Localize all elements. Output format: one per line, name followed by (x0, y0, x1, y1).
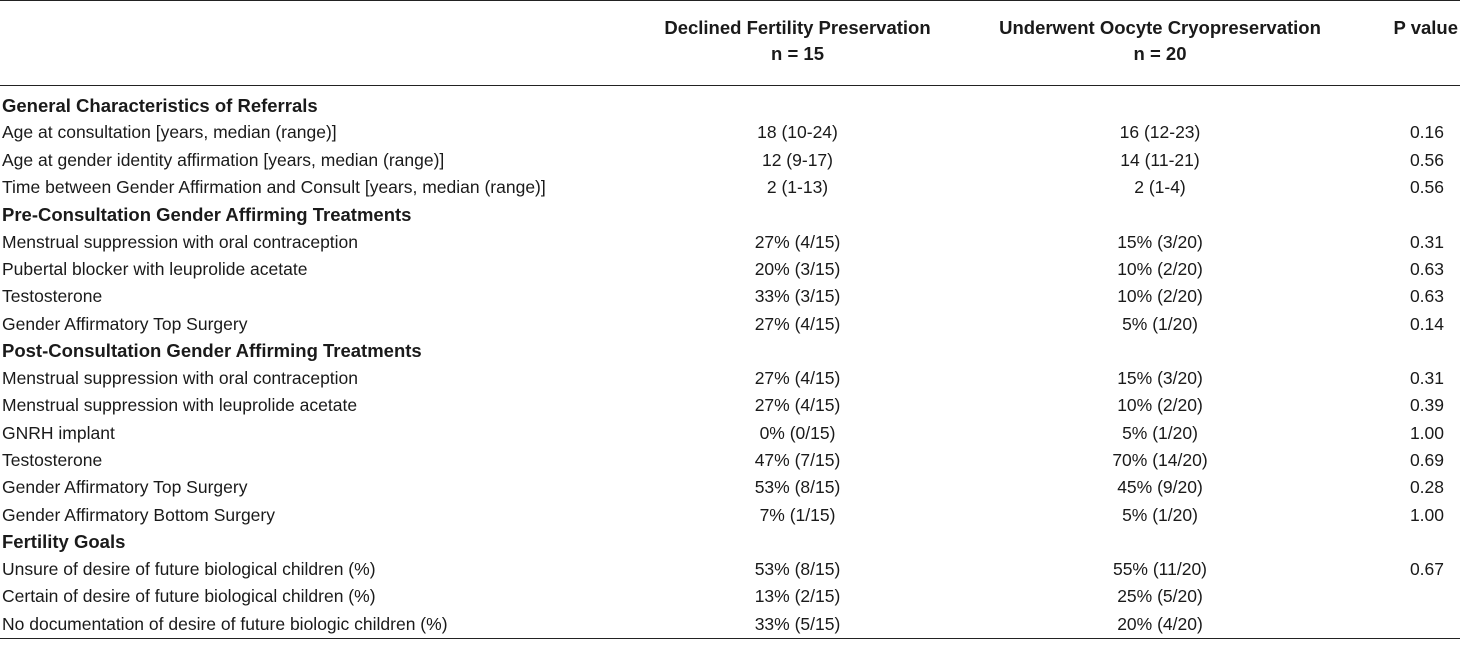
p-value-cell: 0.56 (1409, 149, 1444, 170)
declined-value-cell: 53% (8/15) (754, 559, 841, 580)
row-label-cell: Gender Affirmatory Top Surgery (2, 313, 248, 334)
header-p-value-title: P value (1393, 17, 1458, 38)
cryopreservation-value-cell: 45% (9/20) (1117, 477, 1203, 498)
table-row (0, 556, 1460, 583)
table-row (0, 283, 1460, 310)
header-cryopreservation-title: Underwent Oocyte Cryopreservation (999, 17, 1321, 38)
row-label-cell: Time between Gender Affirmation and Consult [years, median (range)] (2, 177, 546, 198)
p-value-cell (1355, 583, 1460, 610)
table-row (0, 392, 1460, 419)
p-value-cell: 1.00 (1409, 422, 1444, 443)
cryopreservation-value-cell: 20% (4/20) (1117, 613, 1203, 634)
cryopreservation-value-cell: 55% (11/20) (1112, 559, 1208, 580)
p-value-cell: 0.31 (1409, 368, 1444, 389)
header-row (0, 1, 1460, 86)
header-p-value-column (1355, 1, 1460, 86)
cryopreservation-value-cell: 10% (2/20) (1117, 258, 1203, 279)
table-row (0, 174, 1460, 201)
header-cryopreservation-count: n = 20 (1133, 43, 1187, 64)
header-declined-column (630, 1, 965, 86)
row-label-cell: Menstrual suppression with oral contraception (2, 368, 359, 389)
table-row (0, 501, 1460, 528)
cryopreservation-value-cell: 10% (2/20) (1117, 395, 1203, 416)
p-value-cell: 0.28 (1409, 477, 1444, 498)
declined-value-cell: 18 (10-24) (757, 122, 838, 143)
row-label-cell: Gender Affirmatory Top Surgery (2, 477, 248, 498)
table-row (0, 365, 1460, 392)
declined-value-cell: 53% (8/15) (754, 477, 841, 498)
cryopreservation-value-cell: 25% (5/20) (1117, 586, 1203, 607)
p-value-cell: 0.63 (1409, 286, 1444, 307)
table-row (0, 583, 1460, 610)
p-value-cell: 1.00 (1409, 504, 1444, 525)
declined-value-cell: 33% (3/15) (754, 286, 841, 307)
header-declined-count: n = 15 (771, 43, 824, 64)
p-value-cell (1355, 611, 1460, 639)
table-row (0, 420, 1460, 447)
row-label-cell: Certain of desire of future biological children (%) (2, 586, 376, 607)
cryopreservation-value-cell: 5% (1/20) (1122, 504, 1198, 525)
row-label-cell: Age at gender identity affirmation [years, median (range)] (2, 149, 445, 170)
row-label-cell: Testosterone (2, 450, 103, 470)
row-label-cell: Age at consultation [years, median (range)] (2, 122, 337, 143)
row-label-cell: Testosterone (2, 286, 103, 307)
row-label-cell: GNRH implant (2, 422, 115, 443)
p-value-cell: 0.69 (1409, 450, 1444, 470)
declined-value-cell: 27% (4/15) (754, 231, 841, 252)
declined-value-cell: 12 (9-17) (761, 149, 833, 170)
row-label-cell: Unsure of desire of future biological children (%) (2, 559, 376, 580)
declined-value-cell: 7% (1/15) (759, 504, 836, 525)
declined-value-cell: 27% (4/15) (754, 395, 841, 416)
cryopreservation-value-cell: 10% (2/20) (1117, 286, 1203, 307)
table-row (0, 447, 1460, 474)
section-title: Post-Consultation Gender Affirming Treatments (2, 340, 422, 362)
declined-value-cell: 13% (2/15) (754, 586, 841, 607)
declined-value-cell: 27% (4/15) (754, 313, 841, 334)
cryopreservation-value-cell: 15% (3/20) (1117, 368, 1203, 389)
p-value-cell: 0.56 (1409, 177, 1444, 198)
cryopreservation-value-cell: 70% (14/20) (1112, 450, 1208, 470)
table-row (0, 474, 1460, 501)
declined-value-cell: 33% (5/15) (754, 613, 841, 634)
table-row (0, 119, 1460, 146)
row-label-cell: No documentation of desire of future biologic children (%) (2, 613, 448, 634)
row-label-cell: Pubertal blocker with leuprolide acetate (2, 258, 308, 279)
cryopreservation-value-cell: 15% (3/20) (1117, 231, 1203, 252)
section-header-row (0, 86, 1460, 120)
table-row (0, 310, 1460, 337)
row-label-cell: Menstrual suppression with leuprolide acetate (2, 395, 358, 416)
table-row (0, 611, 1460, 639)
p-value-cell: 0.39 (1409, 395, 1444, 416)
table-header (0, 1, 1460, 86)
row-label-cell: Menstrual suppression with oral contraception (2, 231, 359, 252)
row-label-cell: Gender Affirmatory Bottom Surgery (2, 504, 275, 525)
declined-value-cell: 47% (7/15) (754, 450, 841, 470)
section-title: Fertility Goals (2, 531, 126, 553)
table-body (0, 86, 1460, 639)
declined-value-cell: 20% (3/15) (754, 258, 841, 279)
table-row (0, 228, 1460, 255)
declined-value-cell: 27% (4/15) (754, 368, 841, 389)
p-value-cell: 0.67 (1409, 559, 1444, 580)
table-row (0, 147, 1460, 174)
declined-value-cell: 2 (1-13) (766, 177, 829, 198)
p-value-cell: 0.31 (1409, 231, 1444, 252)
p-value-cell: 0.16 (1409, 122, 1444, 143)
section-title: General Characteristics of Referrals (2, 94, 318, 116)
cryopreservation-value-cell: 5% (1/20) (1122, 422, 1198, 443)
cryopreservation-value-cell: 5% (1/20) (1122, 313, 1198, 334)
declined-value-cell: 0% (0/15) (759, 422, 836, 443)
header-declined-title: Declined Fertility Preservation (664, 17, 931, 38)
table-row (0, 256, 1460, 283)
section-header-row (0, 338, 1460, 365)
p-value-cell: 0.63 (1409, 258, 1444, 279)
section-header-row (0, 529, 1460, 556)
section-header-row (0, 201, 1460, 228)
p-value-cell: 0.14 (1409, 313, 1444, 334)
cryopreservation-value-cell: 16 (12-23) (1119, 122, 1201, 143)
header-cryopreservation-column (965, 1, 1355, 86)
section-title: Pre-Consultation Gender Affirming Treatments (2, 203, 412, 225)
cryopreservation-value-cell: 2 (1-4) (1134, 177, 1186, 198)
header-label-column (0, 1, 630, 86)
cryopreservation-value-cell: 14 (11-21) (1120, 149, 1200, 170)
